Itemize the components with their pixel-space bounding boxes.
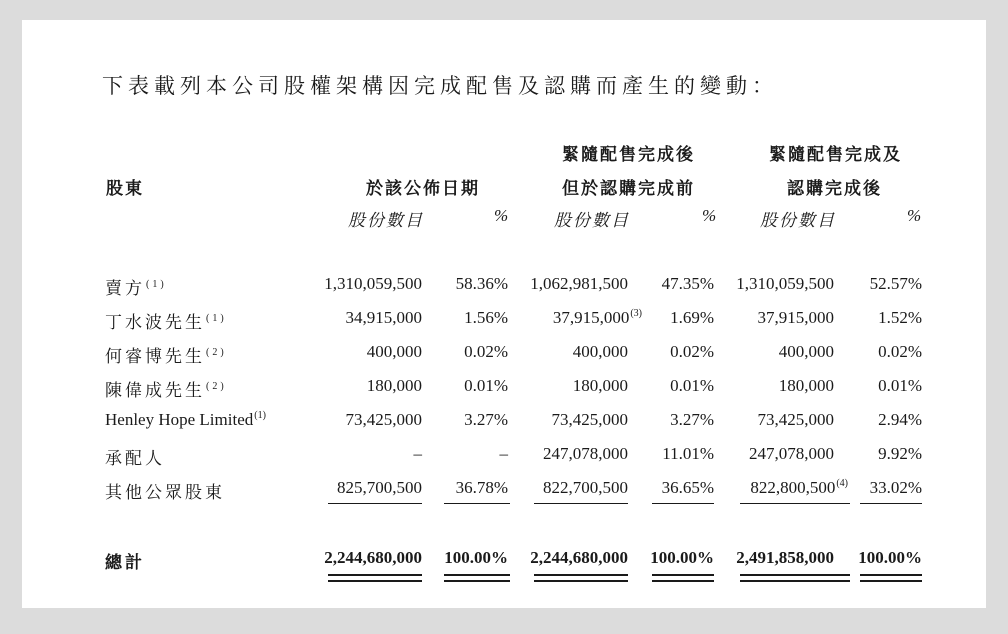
- subheader-pct-1: %: [494, 206, 511, 225]
- total-label: 總計: [105, 553, 145, 572]
- row-label: [105, 308, 227, 333]
- cell-c3: [749, 444, 834, 464]
- cell-c1: [367, 376, 422, 396]
- cell-p1: [464, 308, 508, 328]
- header-col1-line1: 於該公佈日期: [366, 179, 480, 198]
- cell-p2: [662, 444, 714, 464]
- cell-value: 180,000: [572, 376, 628, 395]
- cell-value: –: [499, 444, 508, 463]
- cell-c3: [758, 308, 835, 328]
- cell-value: 11.01%: [662, 444, 714, 463]
- cell-value: 33.02%: [869, 478, 922, 497]
- total-p2: 100.00%: [650, 548, 714, 567]
- cell-p1: [456, 274, 508, 294]
- cell-p1: [500, 444, 509, 464]
- total-c3: 2,491,858,000: [736, 548, 834, 567]
- row-label: [105, 376, 227, 401]
- cell-c3: [758, 410, 835, 430]
- row-label: [105, 478, 225, 503]
- cell-c2: [573, 376, 628, 396]
- row-name: 賣方: [105, 279, 145, 298]
- cell-value: 3.27%: [670, 410, 714, 429]
- cell-value: 36.78%: [455, 478, 508, 497]
- cell-value: 822,800,500: [750, 478, 836, 497]
- header-col3-line2: 認購完成後: [787, 179, 882, 198]
- cell-value: 0.01%: [670, 376, 714, 395]
- cell-value: 180,000: [366, 376, 422, 395]
- subtotal-rule-6: [860, 503, 922, 504]
- footnote-marker: (1): [146, 279, 167, 291]
- cell-c2: [552, 410, 629, 430]
- header-col3-line1: 緊隨配售完成及: [769, 145, 902, 164]
- cell-value: 1,062,981,500: [530, 274, 628, 293]
- cell-p2: [670, 308, 714, 328]
- cell-p3: [878, 444, 922, 464]
- footnote-marker: (3): [630, 308, 642, 320]
- cell-c1: [346, 410, 423, 430]
- cell-value: 36.65%: [661, 478, 714, 497]
- cell-value: 400,000: [572, 342, 628, 361]
- cell-p3: [878, 376, 922, 396]
- cell-c1: [324, 274, 422, 294]
- subheader-pct-3: %: [907, 206, 924, 225]
- cell-value: 0.01%: [464, 376, 508, 395]
- subheader-shares-3: 股份數目: [760, 211, 836, 230]
- cell-c2: [573, 342, 628, 362]
- footnote-marker: (1): [206, 313, 227, 325]
- cell-p1: [464, 410, 508, 430]
- cell-value: 52.57%: [869, 274, 922, 293]
- cell-value: 3.27%: [464, 410, 508, 429]
- subtotal-rule-2: [444, 503, 510, 504]
- cell-p3: [878, 342, 922, 362]
- subheader-shares-2: 股份數目: [554, 211, 630, 230]
- header-col2-line1: 緊隨配售完成後: [562, 145, 695, 164]
- cell-c1: [337, 478, 422, 498]
- row-name: 陳偉成先生: [105, 381, 205, 400]
- cell-c2: [543, 478, 628, 498]
- subtotal-rule-3: [534, 503, 628, 504]
- subtotal-rule-4: [652, 503, 714, 504]
- cell-value: 822,700,500: [543, 478, 628, 497]
- total-double-rule-6: [860, 574, 922, 582]
- cell-value: 1,310,059,500: [736, 274, 834, 293]
- intro-text: 下表載列本公司股權架構因完成配售及認購而產生的變動：: [102, 74, 778, 98]
- cell-value: 37,915,000: [757, 308, 834, 327]
- cell-value: 0.02%: [670, 342, 714, 361]
- cell-value: 247,078,000: [543, 444, 628, 463]
- row-name: 其他公眾股東: [105, 483, 225, 502]
- footnote-marker: (4): [836, 478, 848, 490]
- cell-c2: [553, 308, 642, 328]
- total-double-rule-1: [328, 574, 422, 582]
- total-double-rule-3: [534, 574, 628, 582]
- row-name: Henley Hope Limited: [105, 410, 254, 429]
- cell-value: 400,000: [366, 342, 422, 361]
- cell-value: 73,425,000: [345, 410, 422, 429]
- cell-value: 47.35%: [661, 274, 714, 293]
- total-c1: 2,244,680,000: [324, 548, 422, 567]
- cell-value: 0.01%: [878, 376, 922, 395]
- footnote-marker: (1): [254, 410, 266, 422]
- cell-value: –: [413, 444, 422, 463]
- cell-value: 0.02%: [464, 342, 508, 361]
- cell-value: 73,425,000: [551, 410, 628, 429]
- cell-p2: [670, 342, 714, 362]
- cell-value: 9.92%: [878, 444, 922, 463]
- total-c2: 2,244,680,000: [530, 548, 628, 567]
- total-double-rule-4: [652, 574, 714, 582]
- row-name: 丁水波先生: [105, 313, 205, 332]
- cell-value: 2.94%: [878, 410, 922, 429]
- row-name: 何睿博先生: [105, 347, 205, 366]
- cell-value: 825,700,500: [337, 478, 422, 497]
- total-double-rule-2: [444, 574, 510, 582]
- cell-value: 58.36%: [455, 274, 508, 293]
- header-shareholder: 股東: [106, 179, 144, 198]
- cell-c1: [346, 308, 423, 328]
- row-label: [105, 274, 167, 299]
- total-double-rule-5: [740, 574, 850, 582]
- cell-p1: [456, 478, 508, 498]
- row-label: [105, 342, 227, 367]
- cell-c2: [543, 444, 628, 464]
- cell-p1: [464, 376, 508, 396]
- total-p3: 100.00%: [858, 548, 922, 567]
- header-col2-line2: 但於認購完成前: [562, 179, 695, 198]
- row-name: 承配人: [105, 449, 165, 468]
- cell-value: 1.52%: [878, 308, 922, 327]
- cell-value: 37,915,000: [552, 308, 630, 327]
- cell-c2: [530, 274, 628, 294]
- cell-value: 1.56%: [464, 308, 508, 327]
- cell-value: 400,000: [778, 342, 834, 361]
- cell-value: 0.02%: [878, 342, 922, 361]
- cell-p2: [662, 478, 714, 498]
- cell-value: 247,078,000: [749, 444, 834, 463]
- cell-p3: [878, 410, 922, 430]
- cell-c1: [414, 444, 423, 464]
- row-label: [105, 444, 165, 469]
- cell-p1: [464, 342, 508, 362]
- cell-c3: [736, 274, 834, 294]
- cell-p3: [870, 478, 922, 498]
- cell-p3: [878, 308, 922, 328]
- cell-p2: [662, 274, 714, 294]
- cell-p3: [870, 274, 922, 294]
- cell-c3: [750, 478, 848, 498]
- cell-c3: [779, 342, 834, 362]
- cell-value: 34,915,000: [345, 308, 422, 327]
- cell-value: 180,000: [778, 376, 834, 395]
- cell-c1: [367, 342, 422, 362]
- row-label: [105, 410, 266, 430]
- document-page: [22, 20, 986, 608]
- subheader-pct-2: %: [702, 206, 719, 225]
- cell-p2: [670, 410, 714, 430]
- cell-c3: [779, 376, 834, 396]
- footnote-marker: (2): [206, 347, 227, 359]
- cell-value: 73,425,000: [757, 410, 834, 429]
- cell-p2: [670, 376, 714, 396]
- cell-value: 1.69%: [670, 308, 714, 327]
- footnote-marker: (2): [206, 381, 227, 393]
- subtotal-rule-1: [328, 503, 422, 504]
- subtotal-rule-5: [740, 503, 850, 504]
- total-p1: 100.00%: [444, 548, 508, 567]
- subheader-shares-1: 股份數目: [348, 211, 424, 230]
- cell-value: 1,310,059,500: [324, 274, 422, 293]
